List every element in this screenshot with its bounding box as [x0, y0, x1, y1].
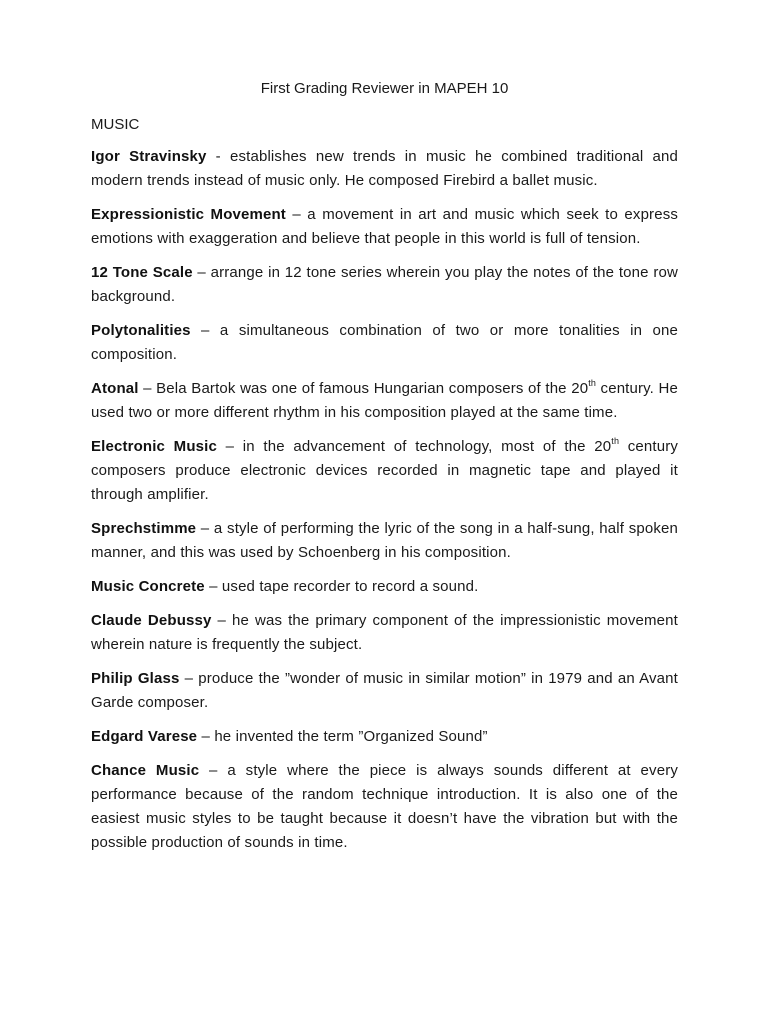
entry-music-concrete — [91, 575, 678, 599]
entry-claude-debussy — [91, 609, 678, 657]
entry-definition: – he invented the term ”Organized Sound” — [197, 728, 488, 745]
entry-definition: – he was the primary component of the impressionistic movement wherein nature is frequently the subject. — [91, 612, 678, 653]
entry-12-tone-scale — [91, 261, 678, 309]
entry-definition: – a simultaneous combination of two or more tonalities in one composition. — [91, 322, 678, 363]
entry-term: Igor Stravinsky — [91, 148, 207, 165]
entry-edgard-varese — [91, 725, 678, 749]
entry-definition: – produce the ”wonder of music in similar motion” in 1979 and an Avant Garde composer. — [91, 670, 678, 711]
entry-term: Music Concrete — [91, 578, 205, 595]
entry-term: Philip Glass — [91, 670, 180, 687]
entry-term: Claude Debussy — [91, 612, 212, 629]
entry-igor-stravinsky — [91, 145, 678, 193]
entry-definition-part1: – in the advancement of technology, most of the 20 — [216, 438, 612, 455]
entry-term: Edgard Varese — [91, 728, 198, 745]
document-title: First Grading Reviewer in MAPEH 10 — [260, 80, 509, 97]
ordinal-superscript: th — [611, 436, 620, 446]
entry-chance-music — [91, 759, 678, 855]
entry-electronic-music — [91, 435, 678, 507]
entry-definition: – arrange in 12 tone series wherein you play the notes of the tone row background. — [91, 264, 679, 305]
entry-term: 12 Tone Scale — [91, 264, 193, 281]
section-heading-music: MUSIC — [91, 116, 140, 133]
entry-definition-part2: century. He used two or more different rhythm in his composition played at the same time. — [91, 380, 678, 421]
entry-term: Atonal — [91, 380, 139, 397]
entry-philip-glass — [91, 667, 678, 715]
entry-definition: – used tape recorder to record a sound. — [204, 578, 479, 595]
entry-definition: – a style where the piece is always sounds different at every performance because of the random technique introduction. It is also one of the easiest music styles to be taught because it doesn’t have the vibration but with the possible production of sounds in time. — [91, 762, 678, 851]
entry-term: Sprechstimme — [91, 520, 197, 537]
entry-atonal — [91, 377, 678, 425]
entry-polytonalities — [91, 319, 678, 367]
entry-sprechstimme — [91, 517, 678, 565]
ordinal-superscript: th — [588, 378, 597, 388]
entry-definition: - establishes new trends in music he combined traditional and modern trends instead of music only. He composed Firebird a ballet music. — [91, 148, 678, 189]
entry-definition: – a movement in art and music which seek to express emotions with exaggeration and believe that people in this world is full of tension. — [91, 206, 678, 247]
entry-term: Electronic Music — [91, 438, 217, 455]
entry-term: Polytonalities — [91, 322, 191, 339]
entry-expressionistic-movement — [91, 203, 678, 251]
entry-term: Expressionistic Movement — [91, 206, 286, 223]
entry-definition-part1: – Bela Bartok was one of famous Hungarian composers of the 20 — [138, 380, 589, 397]
entry-term: Chance Music — [91, 762, 200, 779]
entry-definition: – a style of performing the lyric of the song in a half-sung, half spoken manner, and this was used by Schoenberg in his composition. — [91, 520, 678, 561]
entry-definition-part2: century composers produce electronic devices recorded in magnetic tape and played it through amplifier. — [91, 438, 679, 503]
